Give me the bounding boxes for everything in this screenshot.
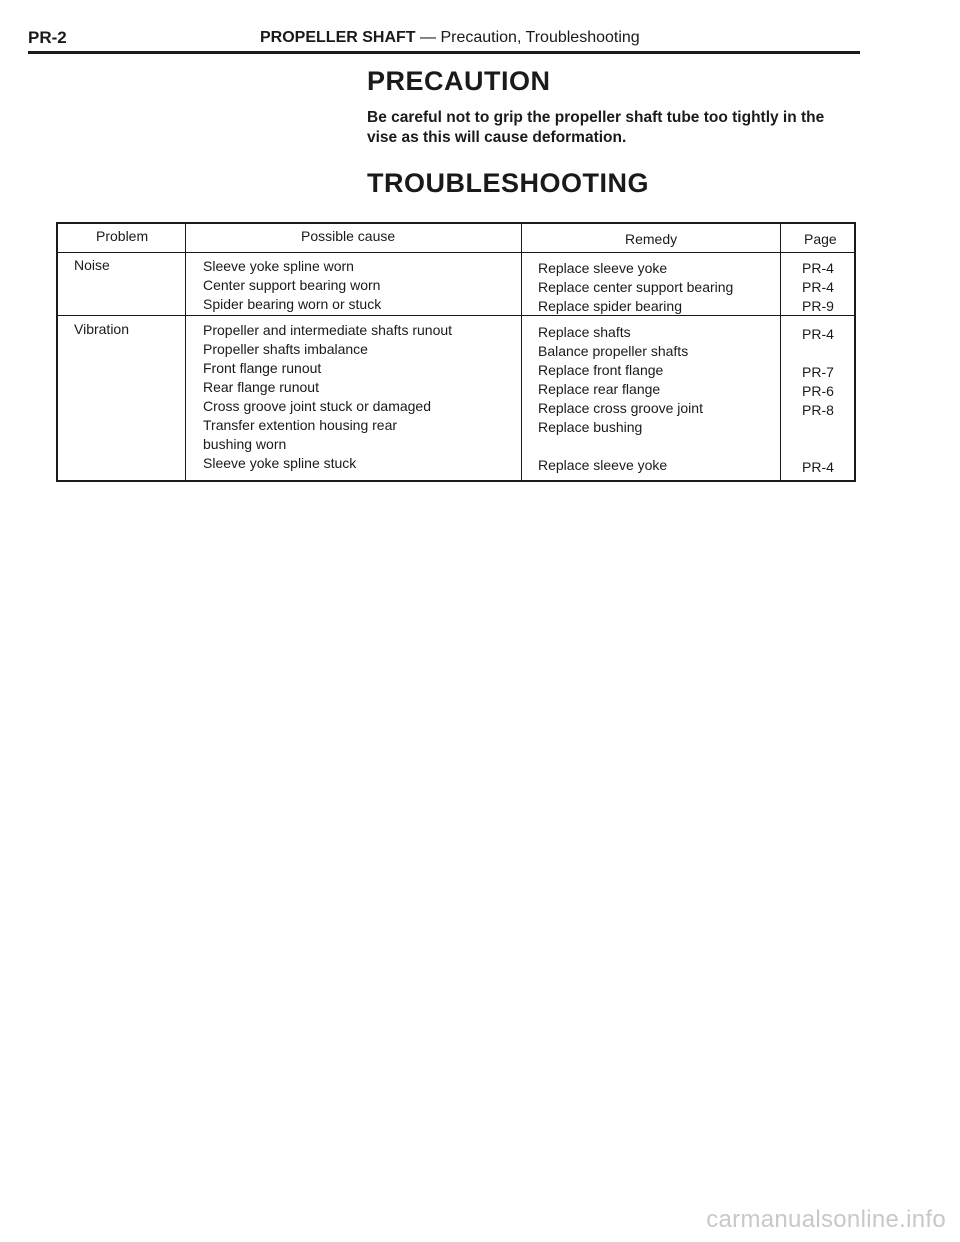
cause-item: Cross groove joint stuck or damaged (203, 398, 431, 414)
table-border-bottom (56, 480, 856, 482)
cause-item: Spider bearing worn or stuck (203, 296, 382, 312)
table-border-left (56, 222, 58, 482)
remedy-item: Replace sleeve yoke (538, 260, 668, 276)
page-header (28, 28, 860, 52)
remedy-item: Replace shafts (538, 324, 631, 340)
header-rule (28, 51, 860, 54)
precaution-title: PRECAUTION (367, 66, 551, 96)
remedy-item: Replace front flange (538, 362, 664, 378)
problem-noise: Noise (74, 257, 110, 273)
remedy-item: Replace bushing (538, 419, 643, 435)
page-item: PR-4 (802, 279, 834, 295)
cause-item: Transfer extention housing rear (203, 417, 398, 433)
cause-item: Front flange runout (203, 360, 322, 376)
cause-item: Propeller and intermediate shafts runout (203, 322, 453, 338)
page-item: PR-6 (802, 383, 834, 399)
header-title-bold: PROPELLER SHAFT (260, 29, 416, 46)
page-list-vibration (802, 325, 834, 477)
page-item: PR-7 (802, 364, 834, 380)
col-divider-3 (780, 222, 781, 482)
remedy-item: Replace rear flange (538, 381, 661, 397)
col-header-cause: Possible cause (301, 228, 396, 244)
page-item (802, 344, 834, 363)
cause-list-vibration (203, 321, 452, 473)
col-header-page: Page (804, 231, 837, 247)
page-item: PR-4 (802, 459, 834, 475)
page-item (802, 420, 834, 439)
col-header-remedy: Remedy (625, 231, 678, 247)
cause-item: Propeller shafts imbalance (203, 341, 368, 357)
remedy-item: Replace spider bearing (538, 298, 682, 314)
cause-list-noise (203, 257, 381, 314)
problem-vibration: Vibration (74, 321, 130, 337)
page-item: PR-4 (802, 260, 834, 276)
cause-item: bushing worn (203, 436, 287, 452)
col-header-problem: Problem (96, 228, 149, 244)
page-item: PR-4 (802, 326, 834, 342)
cause-item: Sleeve yoke spline stuck (203, 455, 357, 471)
page-item: PR-8 (802, 402, 834, 418)
troubleshooting-title: TROUBLESHOOTING (367, 168, 649, 198)
remedy-item (538, 437, 703, 456)
table-border-right (854, 222, 856, 482)
page-item (802, 439, 834, 458)
remedy-item: Replace cross groove joint (538, 400, 703, 416)
cause-item: Sleeve yoke spline worn (203, 258, 354, 274)
page-number: PR-2 (28, 28, 67, 47)
remedy-item: Replace center support bearing (538, 279, 734, 295)
col-divider-1 (185, 222, 186, 482)
cause-item: Center support bearing worn (203, 277, 381, 293)
col-divider-2 (521, 222, 522, 482)
watermark-text: carmanualsonline.info (706, 1206, 946, 1233)
remedy-list-noise (538, 259, 733, 316)
remedy-item: Balance propeller shafts (538, 343, 689, 359)
precaution-text: Be careful not to grip the propeller shaft tube too tightly in the vise as this will cause deformation. (367, 109, 825, 146)
header-title-rest: — Precaution, Troubleshooting (415, 29, 640, 46)
table-border-top (56, 222, 856, 224)
header-row-divider (56, 252, 856, 253)
header-title (260, 29, 640, 47)
troubleshooting-table (56, 222, 856, 482)
page-list-noise (802, 259, 834, 316)
remedy-list-vibration (538, 323, 703, 475)
row-divider-1 (56, 315, 856, 316)
remedy-item: Replace sleeve yoke (538, 457, 668, 473)
page-item: PR-9 (802, 298, 834, 314)
cause-item: Rear flange runout (203, 379, 319, 395)
